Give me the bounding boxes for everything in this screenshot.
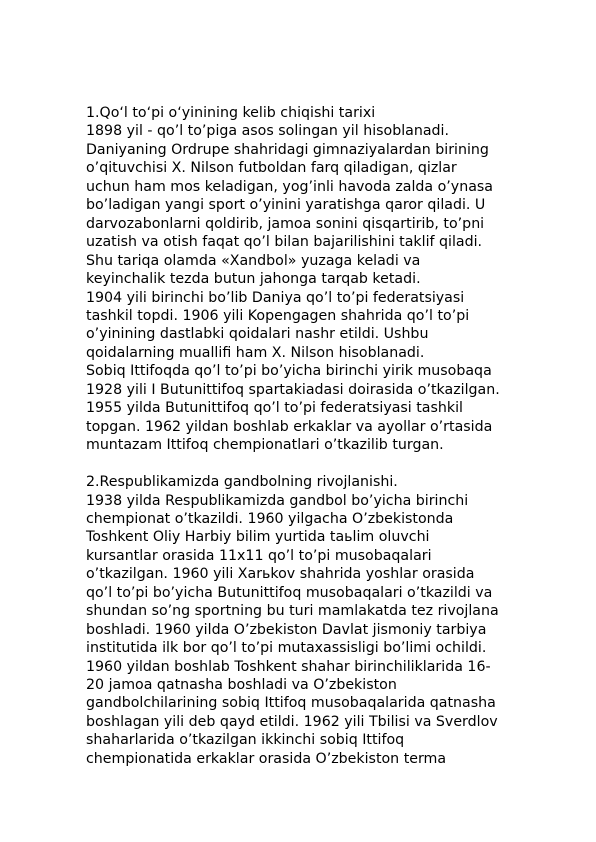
text-line: o’tkazilgan. 1960 yili Xarьkov shahrida yoshlar orasida bbox=[86, 566, 475, 583]
text-line: boshlagan yili deb qayd etildi. 1962 yili Tbilisi va Sverdlov bbox=[86, 713, 498, 730]
text-line: gandbolchilarining sobiq Ittifoq musobaqalarida qatnasha bbox=[86, 695, 496, 712]
text-line: chempionatida erkaklar orasida O’zbekiston terma bbox=[86, 750, 447, 767]
section-heading: 2.Respublikamizda gandbolning rivojlanishi. bbox=[86, 474, 398, 491]
text-line: Toshkent Oliy Harbiy bilim yurtida taьlim oluvchi bbox=[86, 529, 430, 546]
text-line: shaharlarida o’tkazilgan ikkinchi sobiq Ittifoq bbox=[86, 732, 405, 749]
text-line: topgan. 1962 yildan boshlab erkaklar va ayollar o’rtasida bbox=[86, 418, 493, 435]
text-line: 1928 yili I Butunittifoq spartakiadasi doirasida o’tkazilgan. bbox=[86, 381, 500, 398]
section-republic bbox=[86, 473, 566, 768]
text-line: kursantlar orasida 11x11 qo’l to’pi musobaqalari bbox=[86, 547, 432, 564]
text-line: darvozabonlarni qoldirib, jamoa sonini qisqartirib, to’pni bbox=[86, 215, 485, 232]
text-line: tashkil topdi. 1906 yili Kopengagen shahrida qo’l to’pi bbox=[86, 307, 470, 324]
text-line: o’qituvchisi X. Nilson futboldan farq qiladigan, qizlar bbox=[86, 160, 457, 177]
text-line: chempionat o’tkazildi. 1960 yilgacha O’zbekistonda bbox=[86, 510, 454, 527]
document-page bbox=[86, 104, 566, 768]
text-line: shundan so’ng sportning bu turi mamlakatda tez rivojlana bbox=[86, 603, 499, 620]
text-line: Sobiq Ittifoqda qo’l to’pi bo’yicha birinchi yirik musobaqa bbox=[86, 363, 492, 380]
text-line: muntazam Ittifoq chempionatlari o’tkazilib turgan. bbox=[86, 437, 444, 454]
text-line: boshladi. 1960 yilda O’zbekiston Davlat jismoniy tarbiya bbox=[86, 621, 487, 638]
text-line: 1898 yil - qo’l to’piga asos solingan yil hisoblanadi. bbox=[86, 123, 449, 140]
text-line: uzatish va otish faqat qo’l bilan bajarilishini taklif qiladi. bbox=[86, 234, 483, 251]
text-line: 20 jamoa qatnasha boshladi va O’zbekiston bbox=[86, 677, 397, 694]
text-line: institutida ilk bor qo’l to’pi mutaxassisligi bo’limi ochildi. bbox=[86, 640, 487, 657]
text-line: 1960 yildan boshlab Toshkent shahar birinchiliklarida 16- bbox=[86, 658, 491, 675]
text-line: uchun ham mos keladigan, yog’inli havoda zalda o’ynasa bbox=[86, 178, 493, 195]
text-line: 1955 yilda Butunittifoq qo’l to’pi federatsiyasi tashkil bbox=[86, 400, 463, 417]
text-line: Daniyaning Ordrupe shahridagi gimnaziyalardan birining bbox=[86, 141, 489, 158]
paragraph-spacer bbox=[86, 455, 566, 473]
text-line: o’yinining dastlabki qoidalari nashr etildi. Ushbu bbox=[86, 326, 429, 343]
text-line: keyinchalik tezda butun jahonga tarqab ketadi. bbox=[86, 271, 421, 288]
section-heading: 1.Qo‘l to‘pi o‘yinining kelib chiqishi tarixi bbox=[86, 105, 376, 121]
text-line: bo’ladigan yangi sport o’yinini yaratishga qaror qiladi. U bbox=[86, 197, 486, 214]
text-line: qoidalarning muallifi ham X. Nilson hisoblanadi. bbox=[86, 344, 425, 361]
text-line: qo’l to’pi bo’yicha Butunittifoq musobaqalari o’tkazildi va bbox=[86, 584, 493, 601]
text-line: 1904 yili birinchi bo’lib Daniya qo’l to’pi federatsiyasi bbox=[86, 289, 465, 306]
text-line: Shu tariqa olamda «Xandbol» yuzaga keladi va bbox=[86, 252, 421, 269]
text-line: 1938 yilda Respublikamizda gandbol bo’yicha birinchi bbox=[86, 492, 469, 509]
section-history bbox=[86, 104, 566, 455]
